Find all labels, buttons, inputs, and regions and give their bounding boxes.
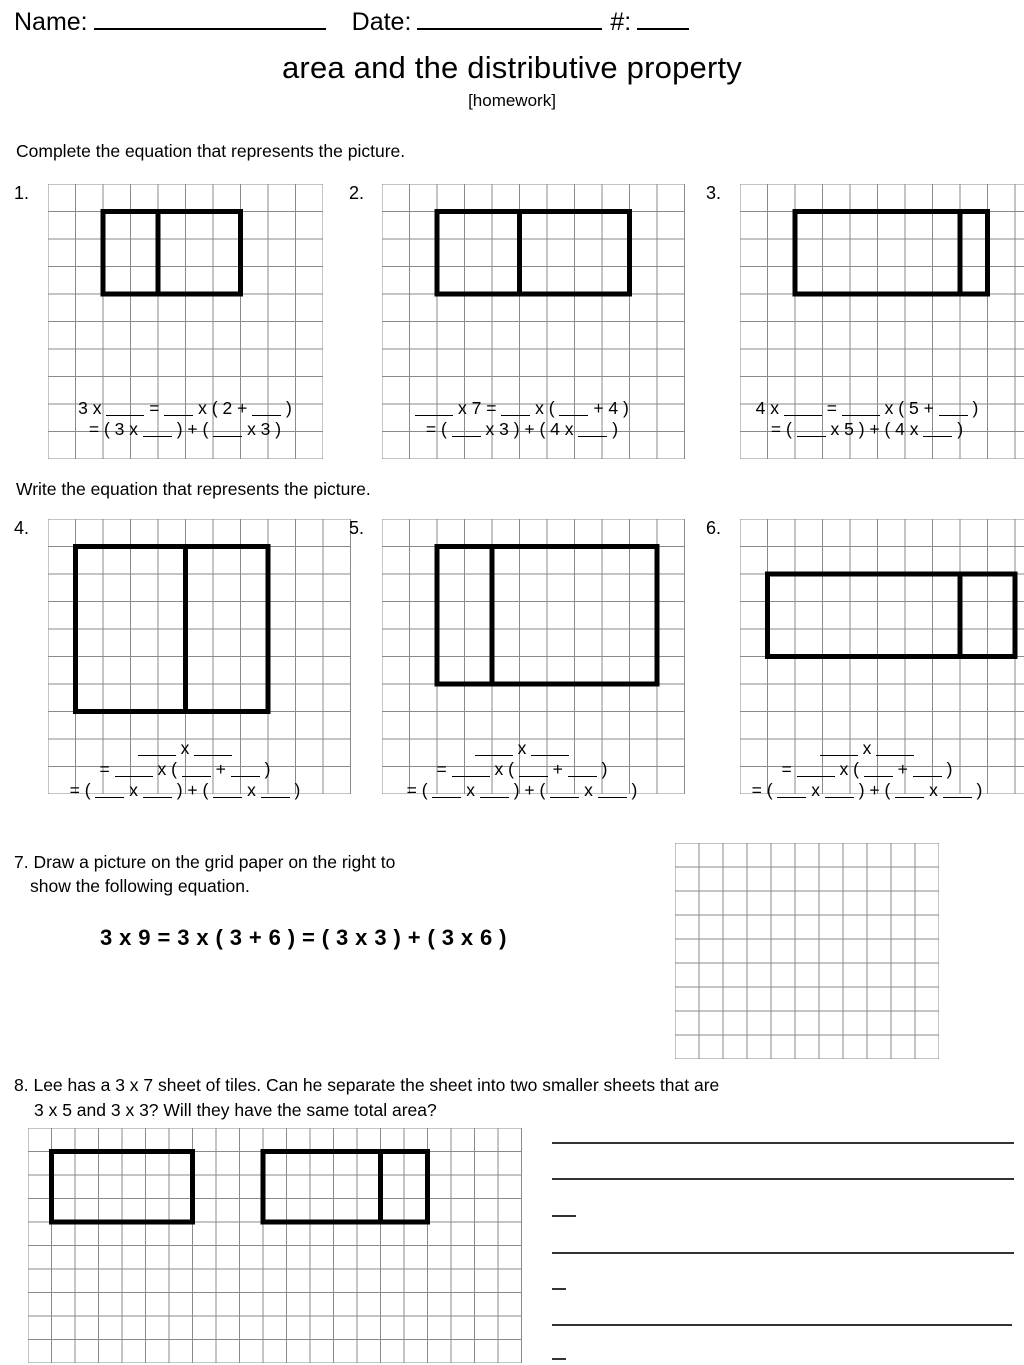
equation-text: ) bbox=[952, 419, 964, 439]
problem-number-2: 2. bbox=[349, 183, 365, 203]
equation-text: + bbox=[210, 759, 231, 779]
answer-blank[interactable] bbox=[213, 783, 242, 798]
answer-blank[interactable] bbox=[568, 762, 597, 777]
problem-number-4: 4. bbox=[14, 518, 30, 538]
equation-text: ) + ( bbox=[171, 419, 214, 439]
answer-blank[interactable] bbox=[475, 741, 513, 756]
answer-blank[interactable] bbox=[550, 783, 579, 798]
answer-line-1[interactable] bbox=[552, 1142, 1014, 1144]
problem-7-equation: 3 x 9 = 3 x ( 3 + 6 ) = ( 3 x 3 ) + ( 3 x 6 ) bbox=[100, 925, 507, 950]
equation-line-3 bbox=[722, 780, 1012, 801]
answer-blank[interactable] bbox=[784, 401, 822, 416]
answer-blank[interactable] bbox=[531, 741, 569, 756]
problem-7-grid-svg[interactable] bbox=[675, 843, 939, 1059]
equation-text: 4 x bbox=[755, 398, 784, 418]
answer-blank[interactable] bbox=[106, 401, 144, 416]
answer-blank[interactable] bbox=[519, 762, 548, 777]
equation-text: x ( bbox=[489, 759, 519, 779]
problem-2-equation bbox=[372, 398, 672, 440]
problem-8-prompt bbox=[14, 1073, 894, 1123]
answer-blank[interactable] bbox=[820, 741, 858, 756]
answer-line-7[interactable] bbox=[552, 1358, 566, 1360]
problem-number-3: 3. bbox=[706, 183, 722, 203]
answer-blank[interactable] bbox=[842, 401, 880, 416]
equation-text: x 7 = bbox=[453, 398, 502, 418]
answer-blank[interactable] bbox=[598, 783, 627, 798]
answer-blank[interactable] bbox=[432, 783, 461, 798]
equation-text: + 4 ) bbox=[588, 398, 629, 418]
equation-line-2 bbox=[372, 759, 672, 780]
area-model-rectangle bbox=[103, 212, 241, 295]
equation-line-1 bbox=[35, 738, 335, 759]
equation-text: ) bbox=[259, 759, 271, 779]
answer-blank[interactable] bbox=[415, 401, 453, 416]
equation-text: x bbox=[461, 780, 480, 800]
problem-4-equation bbox=[35, 738, 335, 801]
equation-text: x 5 ) + ( 4 x bbox=[825, 419, 924, 439]
equation-text: = ( bbox=[425, 419, 452, 439]
equation-text: = ( bbox=[751, 780, 778, 800]
problem-number-5: 5. bbox=[349, 518, 365, 538]
answer-blank[interactable] bbox=[876, 741, 914, 756]
equation-line-1 bbox=[372, 398, 672, 419]
area-model-rectangle bbox=[437, 212, 630, 295]
equation-text: = ( bbox=[770, 419, 797, 439]
problem-7-grid-holder[interactable] bbox=[675, 843, 939, 1059]
equation-text: x bbox=[175, 738, 195, 758]
page-subtitle: [homework] bbox=[468, 91, 556, 110]
answer-blank[interactable] bbox=[825, 783, 854, 798]
equation-text: ) bbox=[596, 759, 608, 779]
answer-blank[interactable] bbox=[864, 762, 893, 777]
problem-1-equation bbox=[35, 398, 335, 440]
equation-text: = bbox=[99, 759, 115, 779]
area-model-rectangle bbox=[263, 1152, 428, 1223]
equation-text: x bbox=[579, 780, 598, 800]
equation-text: x ( bbox=[152, 759, 182, 779]
answer-blank[interactable] bbox=[939, 401, 968, 416]
equation-text: = bbox=[781, 759, 797, 779]
answer-blank[interactable] bbox=[797, 422, 826, 437]
section-2-directions: Write the equation that represents the picture. bbox=[16, 479, 371, 499]
answer-blank[interactable] bbox=[452, 762, 490, 777]
problem-3-equation bbox=[722, 398, 1012, 440]
answer-blank[interactable] bbox=[559, 401, 588, 416]
problem-7-prompt-line-1: 7. Draw a picture on the grid paper on the right to bbox=[14, 852, 396, 872]
equation-text: ) bbox=[967, 398, 979, 418]
answer-line-5[interactable] bbox=[552, 1288, 566, 1290]
equation-text: x ( bbox=[834, 759, 864, 779]
equation-text: ) bbox=[281, 398, 292, 418]
answer-blank[interactable] bbox=[578, 422, 607, 437]
equation-line-1 bbox=[722, 738, 1012, 759]
answer-line-6[interactable] bbox=[552, 1324, 1012, 1326]
answer-blank[interactable] bbox=[252, 401, 281, 416]
problem-5-equation bbox=[372, 738, 672, 801]
answer-blank[interactable] bbox=[797, 762, 835, 777]
name-label: Name: bbox=[14, 8, 88, 36]
equation-text: = bbox=[821, 398, 842, 418]
answer-blank[interactable] bbox=[943, 783, 972, 798]
problem-8-prompt-line-2: 3 x 5 and 3 x 3? Will they have the same total area? bbox=[34, 1100, 437, 1120]
problem-8-grid[interactable] bbox=[28, 1128, 522, 1363]
equation-text: = bbox=[436, 759, 452, 779]
area-model-rectangle bbox=[768, 574, 1016, 657]
section-1-directions: Complete the equation that represents the picture. bbox=[16, 141, 406, 161]
equation-line-1 bbox=[372, 738, 672, 759]
equation-text: x 3 ) bbox=[242, 419, 282, 439]
equation-text: ) bbox=[941, 759, 953, 779]
equation-text: x bbox=[124, 780, 143, 800]
answer-blank[interactable] bbox=[261, 783, 290, 798]
equation-text: = ( 3 x bbox=[88, 419, 143, 439]
problem-8-answer-lines bbox=[552, 1130, 1014, 1362]
problem-7-prompt-line-2: show the following equation. bbox=[30, 876, 250, 896]
problem-number-6: 6. bbox=[706, 518, 722, 538]
problem-number-1: 1. bbox=[14, 183, 30, 203]
equation-text: ) + ( bbox=[171, 780, 214, 800]
equation-text: x ( bbox=[530, 398, 560, 418]
name-input-rule[interactable] bbox=[94, 9, 326, 30]
equation-text: x bbox=[512, 738, 532, 758]
equation-line-2 bbox=[722, 759, 1012, 780]
number-label: #: bbox=[610, 8, 632, 36]
answer-blank[interactable] bbox=[143, 783, 172, 798]
equation-text: x bbox=[806, 780, 825, 800]
problem-6-equation bbox=[722, 738, 1012, 801]
equation-text: = ( bbox=[69, 780, 96, 800]
equation-text: x ( 2 + bbox=[193, 398, 253, 418]
equation-line-2 bbox=[35, 419, 335, 440]
equation-text: ) bbox=[607, 419, 619, 439]
answer-blank[interactable] bbox=[913, 762, 942, 777]
equation-text: + bbox=[547, 759, 568, 779]
answer-blank[interactable] bbox=[115, 762, 153, 777]
answer-blank[interactable] bbox=[777, 783, 806, 798]
equation-text: = bbox=[144, 398, 165, 418]
equation-text: ) + ( bbox=[508, 780, 551, 800]
equation-line-1 bbox=[722, 398, 1012, 419]
answer-blank[interactable] bbox=[95, 783, 124, 798]
equation-text: ) + ( bbox=[853, 780, 896, 800]
page-title: area and the distributive property bbox=[281, 50, 742, 85]
equation-text: x 3 ) + ( 4 x bbox=[480, 419, 579, 439]
answer-blank[interactable] bbox=[480, 783, 509, 798]
problem-8-prompt-line-1: 8. Lee has a 3 x 7 sheet of tiles. Can he separate the sheet into two smaller sheets that are bbox=[14, 1075, 720, 1095]
answer-blank[interactable] bbox=[138, 741, 176, 756]
answer-blank[interactable] bbox=[501, 401, 530, 416]
problem-8-grid-svg[interactable] bbox=[28, 1128, 522, 1363]
answer-blank[interactable] bbox=[213, 422, 242, 437]
equation-line-3 bbox=[35, 780, 335, 801]
equation-text: x bbox=[242, 780, 261, 800]
equation-text: ) bbox=[626, 780, 638, 800]
equation-text: x bbox=[924, 780, 943, 800]
equation-text: 3 x bbox=[78, 398, 107, 418]
answer-blank[interactable] bbox=[182, 762, 211, 777]
answer-blank[interactable] bbox=[895, 783, 924, 798]
equation-text: + bbox=[892, 759, 913, 779]
number-input-rule[interactable] bbox=[637, 9, 689, 30]
equation-text: = ( bbox=[406, 780, 433, 800]
equation-line-2 bbox=[35, 759, 335, 780]
answer-blank[interactable] bbox=[452, 422, 481, 437]
problem-7-prompt bbox=[14, 850, 534, 898]
answer-line-3[interactable] bbox=[552, 1215, 576, 1217]
answer-line-4[interactable] bbox=[552, 1252, 1014, 1254]
answer-blank[interactable] bbox=[164, 401, 193, 416]
answer-blank[interactable] bbox=[923, 422, 952, 437]
equation-line-2 bbox=[722, 419, 1012, 440]
equation-line-2 bbox=[372, 419, 672, 440]
equation-text: x ( 5 + bbox=[879, 398, 939, 418]
equation-line-3 bbox=[372, 780, 672, 801]
equation-line-1 bbox=[35, 398, 335, 419]
answer-line-2[interactable] bbox=[552, 1178, 1014, 1180]
student-info-header bbox=[14, 8, 1010, 42]
equation-text: ) bbox=[971, 780, 983, 800]
date-label: Date: bbox=[351, 8, 412, 36]
equation-text: x bbox=[857, 738, 877, 758]
answer-blank[interactable] bbox=[231, 762, 260, 777]
answer-blank[interactable] bbox=[143, 422, 172, 437]
date-input-rule[interactable] bbox=[417, 9, 602, 30]
answer-blank[interactable] bbox=[194, 741, 232, 756]
equation-text: ) bbox=[289, 780, 301, 800]
